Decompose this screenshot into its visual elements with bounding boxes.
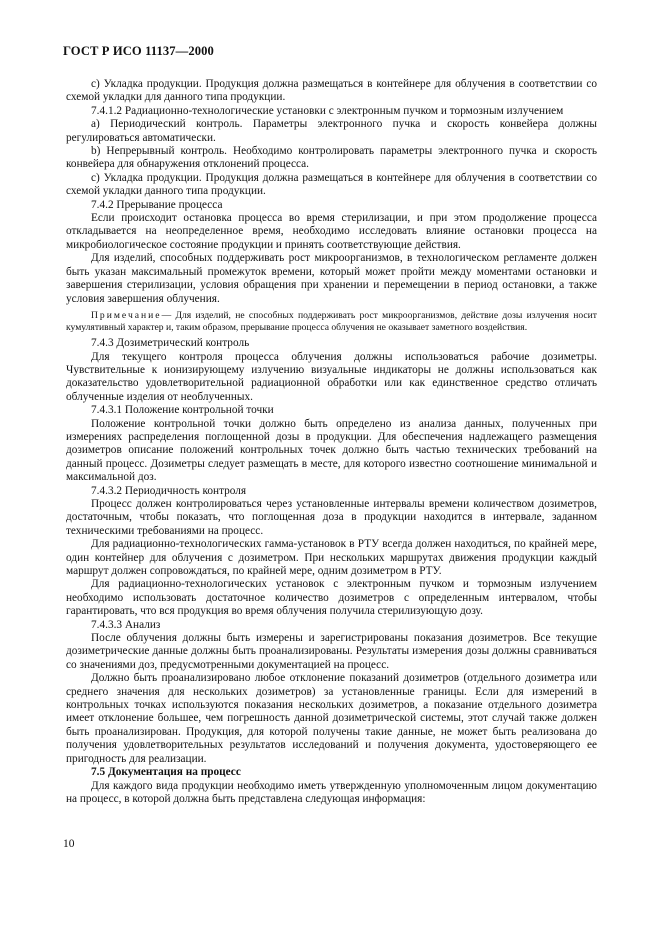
section-heading-bold: 7.5 Документация на процесс <box>91 766 241 779</box>
section-heading: 7.4.3.2 Периодичность контроля <box>91 484 247 497</box>
paragraph: Для каждого вида продукции необходимо иметь утвержденную уполномоченным лицом документацию на процесс, в которой должна быть представлена следующая информация: <box>66 779 597 805</box>
paragraph: Для радиационно-технологических гамма-установок в РТУ всегда должен находиться, по крайней мере, один контейнер для облучения с дозиметром. При нескольких маршрутах движения продукции каждый маршрут должен сопровождаться, по крайней мере, одним дозиметром в РТУ. <box>66 538 597 577</box>
section-heading: 7.4.1.2 Радиационно-технологические установки с электронным пучком и тормозным излучением <box>91 104 564 117</box>
section-heading: 7.4.3.1 Положение контрольной точки <box>91 404 274 417</box>
paragraph: a) Периодический контроль. Параметры электронного пучка и скорость конвейера должны регулироваться автоматически. <box>66 118 597 144</box>
note-label: Примечание <box>91 309 162 321</box>
section-heading: 7.4.3 Дозиметрический контроль <box>91 337 250 350</box>
paragraph: Если происходит остановка процесса во время стерилизации, и при этом продолжение процесса откладывается на неопределенное время, необходимо исследовать влияние остановки процесса на микробиологическое состояние продукции и принять соответствующие действия. <box>66 212 597 251</box>
note-text: — Для изделий, не способных поддерживать рост микроорганизмов, действие дозы излучения носит кумулятивный характер и, таким образом, прерывание процесса облучения не оказывает заметного воздействия. <box>66 309 597 333</box>
section-heading: 7.4.3.3 Анализ <box>91 618 161 631</box>
paragraph: Положение контрольной точки должно быть определено из анализа данных, полученных при измерениях распределения поглощенной дозы в продукции. Для обеспечения надлежащего размещения дозиметров описание положений контрольных точек должно быть частью технических требований на данный процесс. Дозиметры следует размещать в месте, для которого известно соотношение минимальной и максимальной доз. <box>66 417 597 484</box>
paragraph: Процесс должен контролироваться через установленные интервалы времени количеством дозиметров, достаточным, чтобы показать, что поглощенная доза в продукции находится в интервале, заданном техническими требованиями на процесс. <box>66 497 597 537</box>
paragraph: Для изделий, способных поддерживать рост микроорганизмов, в технологическом регламенте должен быть указан максимальный промежуток времени, который может пройти между моментами остановки и завершения стерилизации, условия обращения при хранении и перемещении в период остановки, а также условия завершения облучения. <box>66 252 597 305</box>
standard-header: ГОСТ Р ИСО 11137—2000 <box>63 44 214 58</box>
page-body <box>66 78 597 806</box>
page-number: 10 <box>63 838 75 850</box>
paragraph: b) Непрерывный контроль. Необходимо контролировать параметры электронного пучка и скорость конвейера для обнаружения отклонений процесса. <box>66 145 597 171</box>
paragraph: После облучения должны быть измерены и зарегистрированы показания дозиметров. Все текущие дозиметрические данные должны быть проанализированы. Результаты измерения дозы должны сравниваться со значениями доз, предусмотренными документацией на процесс. <box>66 632 597 671</box>
paragraph: c) Укладка продукции. Продукция должна размещаться в контейнере для облучения в соответствии со схемой укладки данного типа продукции. <box>66 171 597 198</box>
paragraph: c) Укладка продукции. Продукция должна размещаться в контейнере для облучения в соответствии со схемой укладки для данного типа продукции. <box>66 78 597 104</box>
note <box>66 310 597 333</box>
paragraph: Для радиационно-технологических установок с электронным пучком и тормозным излучением необходимо использовать достаточное количество дозиметров с определенным интервалом, чтобы гарантировать, что вся продукция во время облучения получила стерилизующую дозу. <box>66 578 597 618</box>
paragraph: Должно быть проанализировано любое отклонение показаний дозиметров (отдельного дозиметра или среднего значения для нескольких дозиметров) за установленные границы. Если для измерений в контрольных точках используются показания нескольких дозиметров, а показание отдельного дозиметра имеет отклонение большее, чем погрешность данной дозиметрической системы, этот случай также должен быть проанализирован. Продукция, для которой получены такие данные, не может быть реализована до получения удовлетворительных результатов исследований и получения документа, удостоверяющего ее пригодность для реализации. <box>66 672 597 765</box>
paragraph: Для текущего контроля процесса облучения должны использоваться рабочие дозиметры. Чувствительные к ионизирующему излучению визуальные индикаторы не должны использоваться как доказательство удовлетворительной радиационной обработки или как единственное средство отличать облученные изделия от необлученных. <box>66 350 597 403</box>
section-heading: 7.4.2 Прерывание процесса <box>91 198 223 211</box>
